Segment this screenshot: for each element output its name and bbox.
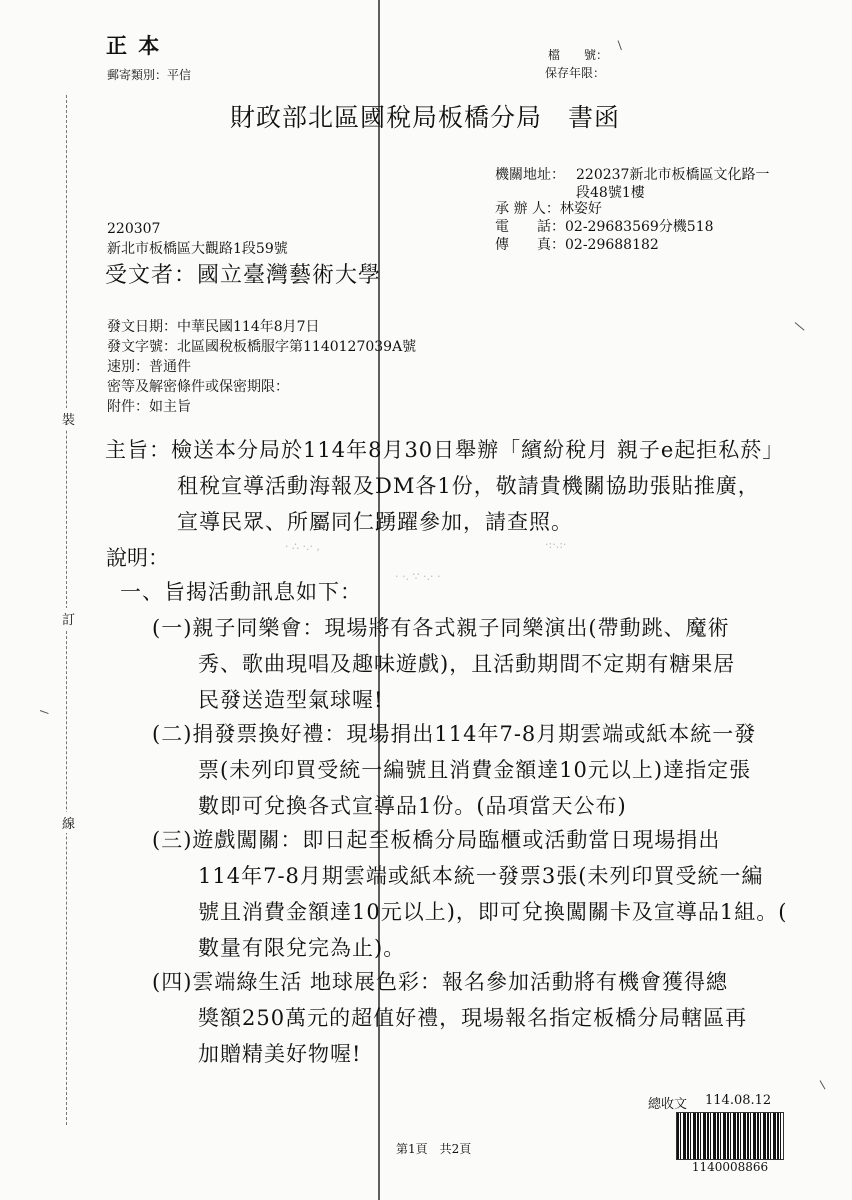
sub-item-4-line-1: (四)雲端綠生活 地球展色彩：報名參加活動將有機會獲得總	[152, 970, 729, 994]
sub-item-1-line-2: 秀、歌曲現唱及趣味遊戲)，且活動期間不定期有糖果居	[198, 652, 736, 676]
file-number: 檔 號：	[548, 48, 609, 62]
retention-period: 保存年限：	[545, 66, 606, 80]
sub-item-3-line-4: 數量有限兌完為止)。	[198, 936, 406, 960]
scan-speck	[40, 710, 49, 714]
scan-noise: · ∴ ·.· ,	[285, 540, 320, 553]
fax: 傳 真：02-29688182	[495, 237, 659, 253]
explanation-item-1: 一、旨揭活動訊息如下：	[120, 580, 362, 604]
scan-noise: · ·. ∵ ·.· ·	[395, 570, 441, 583]
barcode-number: 1140008866	[691, 1160, 769, 1174]
binding-mark-xian: 線	[62, 812, 75, 833]
receipt-stamp-label: 總收文	[648, 1097, 688, 1112]
receipt-stamp-date: 114.08.12	[705, 1093, 772, 1108]
recipient-address: 新北市板橋區大觀路1段59號	[107, 241, 288, 257]
subject-line-3: 宣導民眾、所屬同仁踴躍參加，請查照。	[177, 510, 573, 534]
agency-address-line1: 220237新北市板橋區文化路一	[576, 167, 770, 183]
sub-item-2-line-1: (二)捐發票換好禮：現場捐出114年7-8月期雲端或紙本統一發	[152, 722, 757, 746]
sub-item-2-line-3: 數即可兌換各式宣導品1份。(品項當天公布)	[198, 794, 627, 818]
recipient-name: 受文者：國立臺灣藝術大學	[105, 263, 382, 288]
sub-item-1-line-1: (一)親子同樂會：現場將有各式親子同樂演出(帶動跳、魔術	[152, 616, 730, 640]
scan-noise: ·:·.:·	[545, 538, 567, 551]
agency-address-line2: 段48號1樓	[576, 185, 645, 201]
explanation-label: 說明：	[106, 546, 169, 570]
binding-mark-zhuang: 裝	[62, 408, 75, 429]
issue-date: 發文日期：中華民國114年8月7日	[107, 319, 320, 335]
subject-line-2: 租稅宣導活動海報及DM各1份，敬請貴機關協助張貼推廣，	[177, 474, 760, 498]
original-copy-mark: 正 本	[106, 33, 162, 58]
document-number: 發文字號：北區國稅板橋服字第1140127039A號	[107, 339, 417, 355]
document-title: 財政部北區國稅局板橋分局 書函	[230, 103, 621, 132]
sub-item-3-line-3: 號且消費金額達10元以上)，即可兌換闖關卡及宣導品1組。(	[198, 900, 788, 924]
sub-item-4-line-3: 加贈精美好物喔!	[198, 1042, 362, 1066]
sub-item-1-line-3: 民發送造型氣球喔!	[198, 688, 384, 712]
agency-address-label: 機關地址：	[495, 167, 565, 183]
sub-item-3-line-2: 114年7-8月期雲端或紙本統一發票3張(未列印買受統一編	[198, 864, 764, 888]
subject-line-1: 主旨：檢送本分局於114年8月30日舉辦「繽紛稅月 親子e起拒私菸」	[105, 438, 785, 462]
sub-item-3-line-1: (三)遊戲闖關：即日起至板橋分局臨櫃或活動當日現場捐出	[152, 828, 721, 852]
scan-speck	[820, 1080, 826, 1089]
sub-item-2-line-2: 票(未列印買受統一編號且消費金額達10元以上)達指定張	[198, 758, 752, 782]
secrecy-level: 密等及解密條件或保密期限：	[107, 379, 289, 395]
attachment: 附件：如主旨	[107, 399, 191, 415]
barcode-image	[676, 1112, 784, 1160]
handler: 承 辦 人：林姿好	[495, 201, 602, 217]
phone: 電 話：02-29683569分機518	[495, 219, 714, 235]
recipient-postal-code: 220307	[107, 221, 161, 237]
scan-speck	[795, 322, 805, 330]
sub-item-4-line-2: 獎額250萬元的超值好禮，現場報名指定板橋分局轄區再	[198, 1006, 748, 1030]
binding-mark-ding: 訂	[62, 608, 75, 629]
scan-speck	[618, 40, 622, 50]
mail-type: 郵寄類別：平信	[107, 68, 192, 82]
delivery-speed: 速別：普通件	[107, 359, 191, 375]
page-number: 第1頁 共2頁	[396, 1142, 472, 1156]
